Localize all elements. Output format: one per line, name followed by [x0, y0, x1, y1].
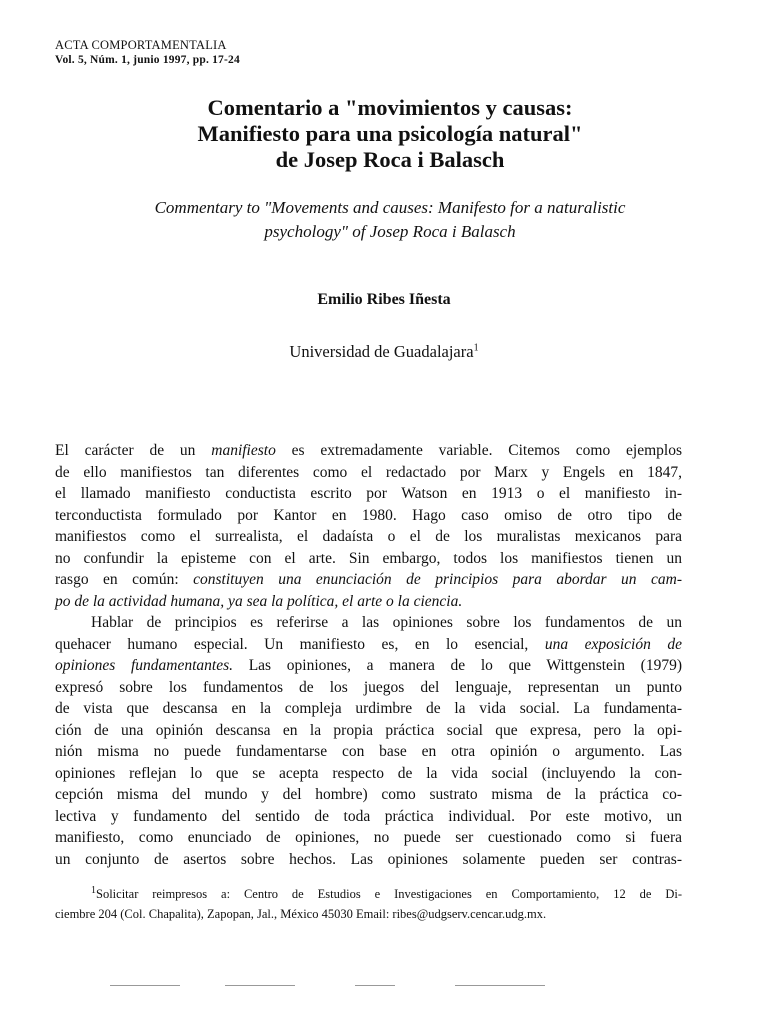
- body-line: expresó sobre los fundamentos de los juegos del lenguaje, representan un punto: [55, 678, 682, 696]
- journal-header: [55, 38, 240, 68]
- body-line: rasgo en común: constituyen una enunciación de principios para abordar un cam-: [55, 571, 682, 588]
- emphasis: po de la actividad humana, ya sea la política, el arte o la ciencia.: [55, 592, 463, 610]
- body-line: el llamado manifiesto conductista escrito por Watson en 1913 o el manifiesto in-: [55, 485, 682, 502]
- body-line: quehacer humano especial. Un manifiesto es, en lo esencial, una exposición de: [55, 635, 682, 653]
- body-line: no confundir la episteme con el arte. Sin embargo, todos los manifiestos tienen un: [55, 549, 682, 567]
- emphasis: una exposición de: [544, 635, 682, 653]
- body-line: Hablar de principios es referirse a las opiniones sobre los fundamentos de un: [91, 614, 682, 631]
- body-line: opiniones reflejan lo que se acepta respecto de la vida social (incluyendo la con-: [55, 764, 682, 782]
- body-line: manifiesto, como enunciado de opiniones, no puede ser cuestionado como si fuera: [55, 829, 682, 846]
- body-line: cepción misma del mundo y del hombre) como sustrato misma de la práctica co-: [55, 786, 682, 803]
- article-title: [60, 95, 720, 173]
- affiliation-footnote-mark: 1: [473, 342, 479, 354]
- divider: [110, 985, 180, 986]
- body-line: lectiva y fundamento del sentido de toda práctica individual. Por este motivo, un: [55, 807, 682, 825]
- body-line: opiniones fundamentantes. Las opiniones, a manera de lo que Wittgenstein (1979): [55, 657, 682, 674]
- page-bottom-rules: [55, 985, 555, 987]
- journal-name: ACTA COMPORTAMENTALIA: [55, 38, 227, 52]
- subtitle-line: psychology" of Josep Roca i Balasch: [264, 222, 516, 241]
- divider: [455, 985, 545, 986]
- body-line: de ello manifiestos tan diferentes como el redactado por Marx y Engels en 1847,: [55, 463, 682, 481]
- body-line: terconductista formulado por Kantor en 1980. Hago caso omiso de otro tipo de: [55, 506, 682, 524]
- footnote-mark: 1: [91, 884, 96, 896]
- body-line: un conjunto de asertos sobre hechos. Las opiniones solamente pueden ser contras-: [55, 850, 682, 868]
- emphasis: constituyen una enunciación de principios para abordar un cam-: [193, 571, 682, 588]
- affiliation: [0, 342, 768, 362]
- article-subtitle: [60, 196, 720, 244]
- body-line: [55, 591, 682, 613]
- emphasis: manifiesto: [211, 442, 276, 459]
- emphasis: opiniones fundamentantes.: [55, 657, 234, 674]
- footnote-line: $^1$Solicitar reimpresos a: Centro de Estudios e Investigaciones en Comportamiento, 12 de Di-: [91, 884, 682, 901]
- body-line: ción de una opinión descansa en la propia práctica social que expresa, pero la opi-: [55, 721, 682, 739]
- author-name: Emilio Ribes Iñesta: [317, 291, 451, 308]
- subtitle-line: Commentary to "Movements and causes: Manifesto for a naturalistic: [154, 198, 626, 217]
- title-line: de Josep Roca i Balasch: [275, 147, 505, 172]
- journal-volume: Vol. 5, Núm. 1, junio 1997, pp. 17-24: [55, 54, 240, 66]
- body-line: El carácter de un manifiesto es extremadamente variable. Citemos como ejemplos: [55, 442, 682, 459]
- footnote: [55, 884, 682, 924]
- affiliation-name: Universidad de Guadalajara: [289, 342, 474, 361]
- body-line: nión misma no puede fundamentarse con base en otra opinión o argumento. Las: [55, 743, 682, 760]
- footnote-line: ciembre 204 (Col. Chapalita), Zapopan, Jal., México 45030 Email: ribes@udgserv.cencar.udg.mx.: [55, 907, 547, 921]
- divider: [355, 985, 395, 986]
- title-line: Manifiesto para una psicología natural": [197, 121, 583, 146]
- article-body: [55, 440, 682, 870]
- divider: [225, 985, 295, 986]
- title-line: Comentario a "movimientos y causas:: [207, 95, 573, 120]
- body-line: manifiestos como el surrealista, el dadaísta o el de los muralistas mexicanos para: [55, 528, 682, 545]
- body-line: de vista que descansa en la compleja urdimbre de la vida social. La fundamenta-: [55, 700, 682, 717]
